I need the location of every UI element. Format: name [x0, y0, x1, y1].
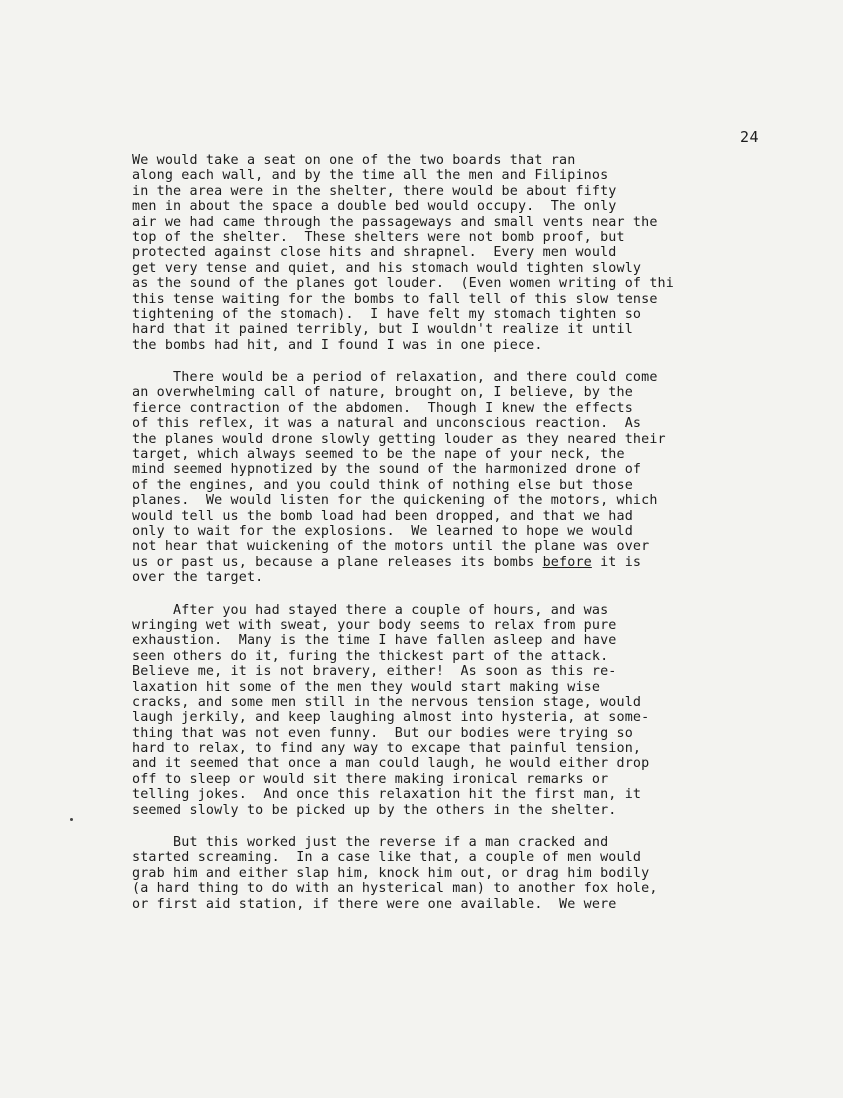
text-line: along each wall, and by the time all the men and Filipinos: [132, 168, 609, 184]
text-line: After you had stayed there a couple of hours, and was: [132, 602, 609, 618]
text-line: There would be a period of relaxation, and there could come: [132, 370, 658, 386]
text-line: mind seemed hypnotized by the sound of the harmonized drone of: [132, 462, 642, 478]
paragraph-4: [132, 835, 812, 912]
text-line: We would take a seat on one of the two boards that ran: [132, 153, 576, 168]
text-line: air we had came through the passageways and small vents near the: [132, 214, 658, 230]
text-line: Believe me, it is not bravery, either! As soon as this re-: [132, 664, 617, 680]
text-line: But this worked just the reverse if a man cracked and: [132, 835, 609, 851]
text-line: protected against close hits and shrapnel. Every men would: [132, 245, 617, 261]
text-line: wringing wet with sweat, your body seems to relax from pure: [132, 617, 617, 633]
text-line: seen others do it, furing the thickest part of the attack.: [132, 648, 609, 664]
text-line: thing that was not even funny. But our bodies were trying so: [132, 725, 633, 741]
text-segment: us or past us, because a plane releases its bombs: [132, 554, 543, 570]
text-line: over the target.: [132, 570, 264, 586]
text-line: exhaustion. Many is the time I have fallen asleep and have: [132, 633, 617, 649]
text-line: off to sleep or would sit there making ironical remarks or: [132, 771, 609, 787]
text-line: top of the shelter. These shelters were not bomb proof, but: [132, 229, 625, 245]
text-line: planes. We would listen for the quickening of the motors, which: [132, 493, 658, 509]
body-text: [132, 153, 812, 912]
page-number: 24: [740, 128, 760, 146]
text-line: tightening of the stomach). I have felt my stomach tighten so: [132, 306, 642, 322]
text-line: hard that it pained terribly, but I wouldn't realize it until: [132, 322, 633, 338]
text-line: fierce contraction of the abdomen. Though I knew the effects: [132, 400, 633, 416]
text-line: laxation hit some of the men they would start making wise: [132, 679, 601, 695]
paragraph-3: [132, 603, 812, 818]
text-line: as the sound of the planes got louder. (Even women writing of thi: [132, 276, 674, 292]
text-line: only to wait for the explosions. We learned to hope we would: [132, 523, 633, 539]
text-line: hard to relax, to find any way to excape that painful tension,: [132, 741, 642, 757]
ink-speck: [70, 818, 73, 821]
text-line: in the area were in the shelter, there would be about fifty: [132, 183, 617, 199]
text-segment: it is: [591, 554, 642, 570]
text-line: telling jokes. And once this relaxation hit the first man, it: [132, 787, 642, 803]
text-line: started screaming. In a case like that, a couple of men would: [132, 850, 642, 866]
text-line: would tell us the bomb load had been dropped, and that we had: [132, 508, 633, 524]
text-line: and it seemed that once a man could laugh, he would either drop: [132, 756, 650, 772]
paragraph-gap: [132, 586, 812, 603]
paragraph-gap: [132, 353, 812, 370]
text-line: of this reflex, it was a natural and unconscious reaction. As: [132, 416, 642, 432]
text-line: seemed slowly to be picked up by the others in the shelter.: [132, 802, 617, 818]
paragraph-2: [132, 370, 812, 585]
text-line: laugh jerkily, and keep laughing almost into hysteria, at some-: [132, 710, 650, 726]
text-line: get very tense and quiet, and his stomach would tighten slowly: [132, 260, 642, 276]
text-line: cracks, and some men still in the nervous tension stage, would: [132, 694, 642, 710]
text-line: an overwhelming call of nature, brought on, I believe, by the: [132, 385, 633, 401]
underlined-word: before: [542, 554, 592, 570]
text-line: of the engines, and you could think of nothing else but those: [132, 477, 633, 493]
text-line: the planes would drone slowly getting louder as they neared their: [132, 431, 666, 447]
text-line: men in about the space a double bed would occupy. The only: [132, 199, 617, 215]
paragraph-gap: [132, 818, 812, 835]
text-line: (a hard thing to do with an hysterical man) to another fox hole,: [132, 881, 658, 897]
text-line: target, which always seemed to be the nape of your neck, the: [132, 447, 625, 463]
text-line: the bombs had hit, and I found I was in one piece.: [132, 337, 543, 353]
text-line: this tense waiting for the bombs to fall tell of this slow tense: [132, 291, 658, 307]
paragraph-1: [132, 153, 812, 353]
text-line: [132, 555, 812, 570]
text-line: grab him and either slap him, knock him out, or drag him bodily: [132, 865, 650, 881]
text-line: not hear that wuickening of the motors until the plane was over: [132, 539, 650, 555]
text-line: or first aid station, if there were one available. We were: [132, 896, 617, 912]
